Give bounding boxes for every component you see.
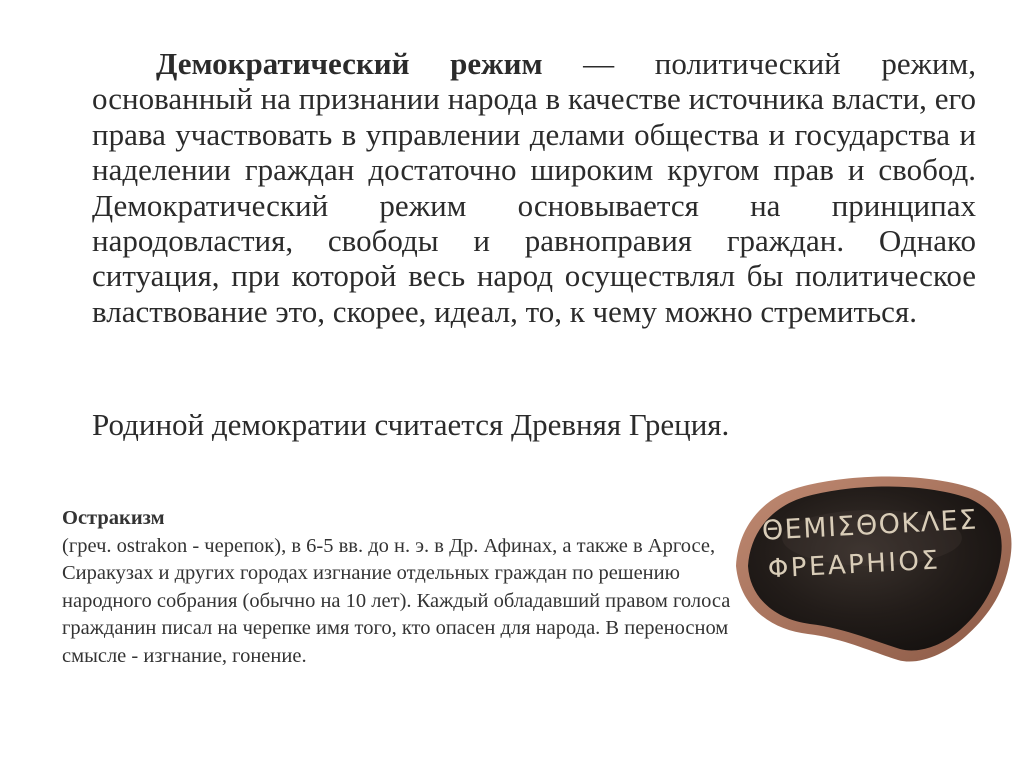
definition-term: Демократический режим (156, 46, 543, 81)
ostracism-description: (греч. ostrakon - черепок), в 6-5 вв. до н. э. в Др. Афинах, а также в Аргосе, Сиракузах и других городах изгнание отдельных граждан по решению народного собрания (обычно на 10 лет). Каждый обладавший правом голоса гражданин писал на черепке имя того, кто опасен для народа. В переносном смысле - изгнание, гонение. (62, 534, 731, 667)
ostracism-block (62, 505, 752, 670)
democratic-regime-definition (92, 46, 976, 329)
shard-inscription-line1: ΘΕΜΙΣΘΟΚΛΕΣ (761, 504, 979, 547)
shard-inscription-line2: ΦΡΕΑΡΗΙΟΣ (767, 545, 942, 585)
ostracon-shard-image (722, 468, 1018, 668)
ostracism-title: Остракизм (62, 507, 165, 529)
definition-text: — политический режим, основанный на признании народа в качестве источника власти, его права участвовать в управлении делами общества и государства и наделении граждан достаточно широким кругом прав и свобод. Демократический режим основывается на принципах народовластия, свободы и равноправия граждан. Однако ситуация, при которой весь народ осуществлял бы политическое властвование это, скорее, идеал, то, к чему можно стремиться. (92, 46, 976, 329)
democracy-homeland-text: Родиной демократии считается Древняя Греция. (92, 407, 730, 442)
